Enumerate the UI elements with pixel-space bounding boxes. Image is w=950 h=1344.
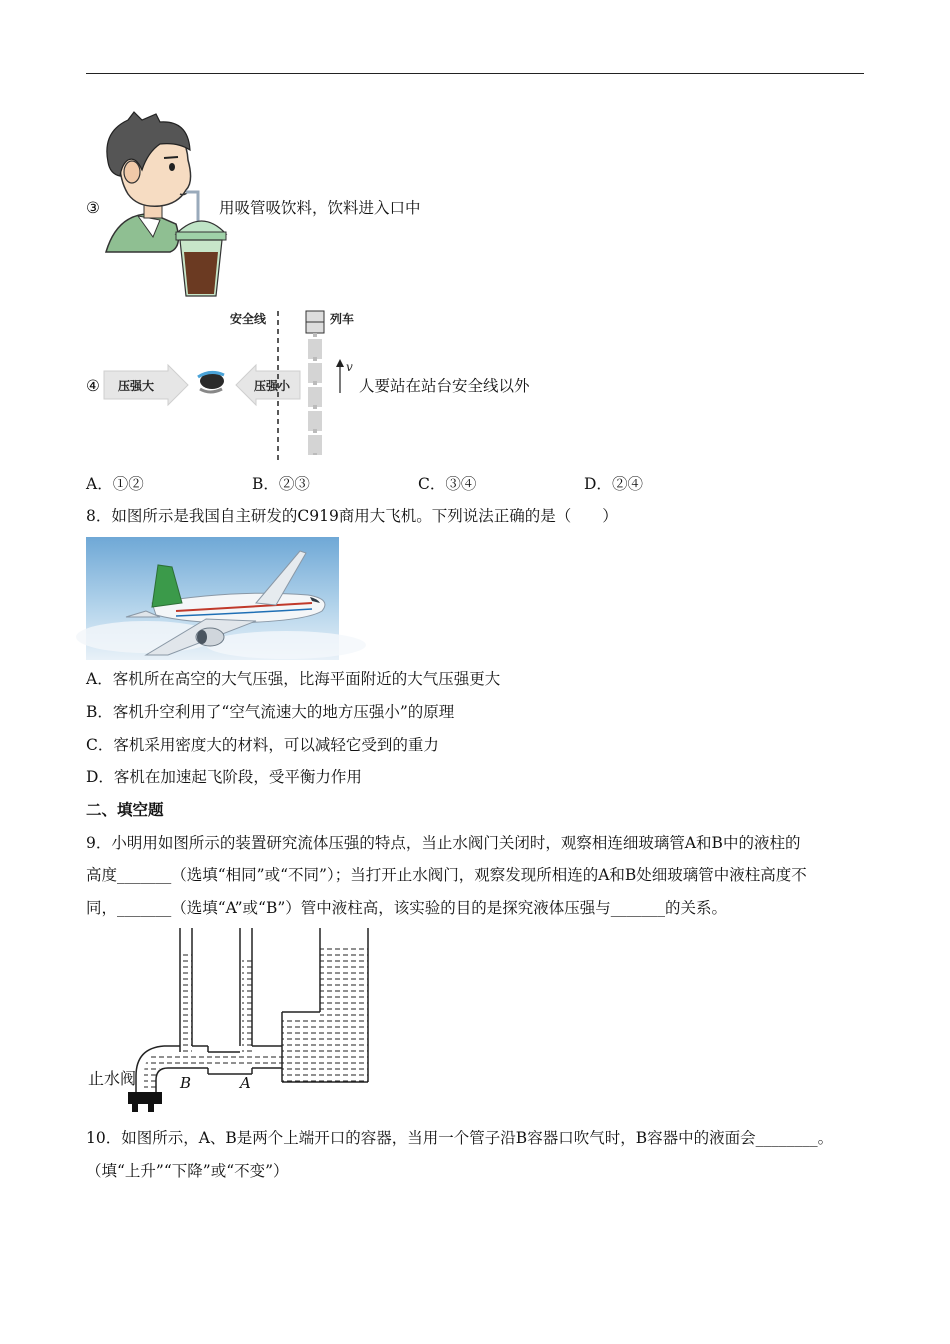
q9-line-1: 9．小明用如图所示的装置研究流体压强的特点，当止水阀门关闭时，观察相连细玻璃管A和B中的液柱的 xyxy=(86,834,801,852)
q7-option-d: D．②④ xyxy=(584,475,643,493)
label-velocity: v xyxy=(346,360,353,374)
label-tube-b: B xyxy=(180,1074,192,1092)
q10-line-1: 10．如图所示，A、B是两个上端开口的容器，当用一个管子沿B容器口吹气时，B容器中的液面会________。 xyxy=(86,1129,834,1147)
q8-stem: 8．如图所示是我国自主研发的C919商用大飞机。下列说法正确的是（ ） xyxy=(86,507,618,525)
item3-caption: 用吸管吸饮料，饮料进入口中 xyxy=(219,199,421,217)
q8-option-c: C．客机采用密度大的材料，可以减轻它受到的重力 xyxy=(86,736,439,754)
label-tube-a: A xyxy=(240,1074,251,1092)
train-platform-diagram xyxy=(100,305,370,465)
q10-line-2: （填“上升”“下降”或“不变”） xyxy=(86,1162,289,1180)
label-low-pressure: 压强小 xyxy=(254,379,291,393)
q9-line-3: 同，_______（选填“A”或“B”）管中液柱高，该实验的目的是探究液体压强与_______的关系。 xyxy=(86,899,728,917)
q7-option-c: C．③④ xyxy=(418,475,477,493)
item4-marker: ④ xyxy=(86,377,100,395)
label-train: 列车 xyxy=(330,312,355,326)
label-safety-line: 安全线 xyxy=(230,312,267,326)
label-valve: 止水阀 xyxy=(88,1069,137,1088)
c919-airplane-photo xyxy=(86,537,339,660)
q7-option-b: B．②③ xyxy=(252,475,310,493)
fluid-pressure-apparatus-diagram xyxy=(86,928,376,1113)
item4-caption: 人要站在站台安全线以外 xyxy=(359,377,530,395)
label-high-pressure: 压强大 xyxy=(118,379,155,393)
item3-marker: ③ xyxy=(86,199,100,217)
boy-drinking-straw-illustration xyxy=(98,112,223,302)
q7-option-a: A．①② xyxy=(86,475,144,493)
q8-option-d: D．客机在加速起飞阶段，受平衡力作用 xyxy=(86,768,362,786)
section-title: 二、填空题 xyxy=(86,800,164,819)
header-rule xyxy=(86,73,864,74)
q8-option-b: B．客机升空利用了“空气流速大的地方压强小”的原理 xyxy=(86,703,455,721)
q8-option-a: A．客机所在高空的大气压强，比海平面附近的大气压强更大 xyxy=(86,670,501,688)
q9-line-2: 高度_______（选填“相同”或“不同”）；当打开止水阀门，观察发现所相连的A和B处细玻璃管中液柱高度不 xyxy=(86,866,807,884)
